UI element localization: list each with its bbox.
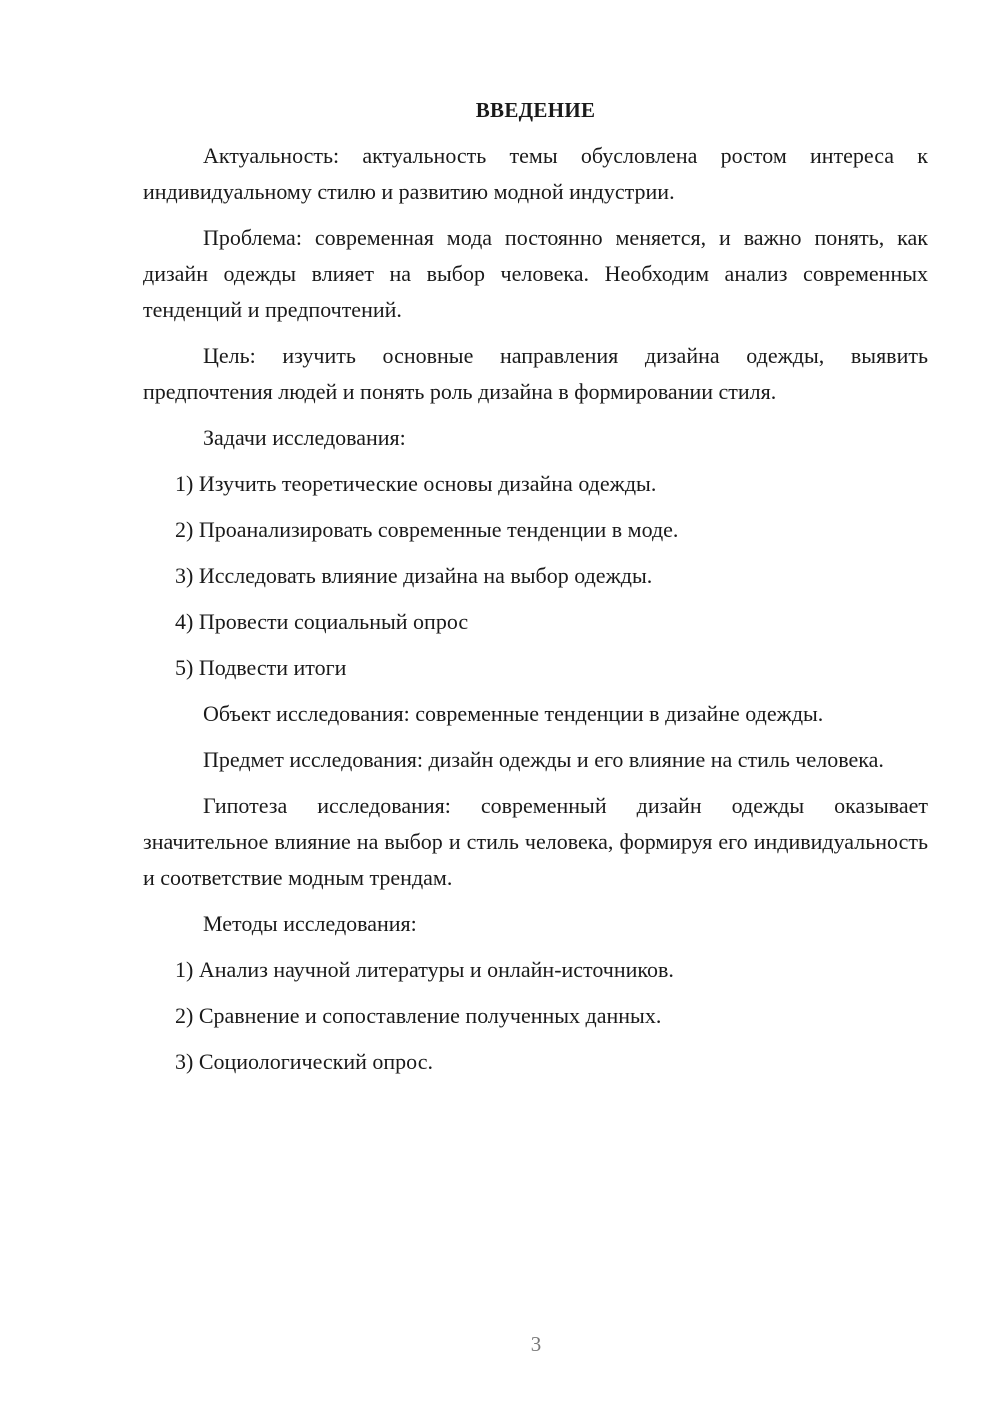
page-content — [143, 92, 928, 1090]
section-title: ВВЕДЕНИЕ — [475, 98, 596, 122]
paragraph-object: Объект исследования: современные тенденции в дизайне одежды. — [203, 701, 824, 726]
paragraph-hypothesis: Гипотеза исследования: современный дизайн одежды оказывает значительное влияние на выбор и стиль человека, формируя его индивидуальность и соответствие модным трендам. — [143, 793, 928, 890]
list-item: 1) Анализ научной литературы и онлайн-источников. — [175, 957, 674, 982]
list-item: 3) Исследовать влияние дизайна на выбор одежды. — [175, 563, 653, 588]
list-item: 2) Проанализировать современные тенденции в моде. — [175, 517, 679, 542]
list-item: 4) Провести социальный опрос — [175, 609, 469, 634]
methods-heading: Методы исследования: — [203, 911, 417, 936]
tasks-list — [143, 466, 928, 686]
list-item: 5) Подвести итоги — [175, 655, 347, 680]
list-item: 1) Изучить теоретические основы дизайна одежды. — [175, 471, 657, 496]
list-item: 3) Социологический опрос. — [175, 1049, 433, 1074]
methods-list — [143, 952, 928, 1080]
page-number: 3 — [530, 1332, 542, 1356]
tasks-heading: Задачи исследования: — [203, 425, 406, 450]
paragraph-goal: Цель: изучить основные направления дизайна одежды, выявить предпочтения людей и понять роль дизайна в формировании стиля. — [143, 343, 928, 404]
paragraph-problem: Проблема: современная мода постоянно меняется, и важно понять, как дизайн одежды влияет на выбор человека. Необходим анализ современных тенденций и предпочтений. — [143, 225, 928, 322]
paragraph-relevance: Актуальность: актуальность темы обусловлена ростом интереса к индивидуальному стилю и развитию модной индустрии. — [143, 143, 928, 204]
list-item: 2) Сравнение и сопоставление полученных данных. — [175, 1003, 662, 1028]
paragraph-subject: Предмет исследования: дизайн одежды и его влияние на стиль человека. — [203, 747, 884, 772]
